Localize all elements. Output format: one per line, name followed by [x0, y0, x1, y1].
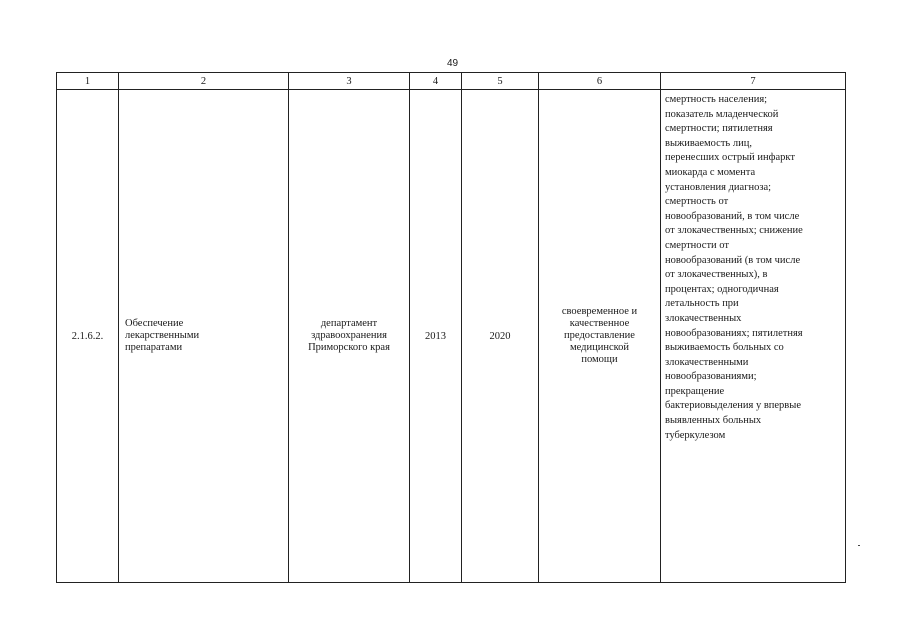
result-line: качественное	[569, 318, 630, 329]
indicator-line: злокачественных	[665, 312, 742, 324]
indicator-line: смертности; пятилетняя	[665, 123, 773, 135]
indicator-line: установления диагноза;	[665, 181, 772, 193]
indicator-line: выживаемость лиц,	[665, 137, 752, 149]
name-line: препаратами	[125, 342, 183, 353]
row-name	[119, 90, 289, 583]
indicator-line: бактериовыделения у впервые	[665, 400, 801, 412]
header-col-6: 6	[539, 73, 661, 90]
result-line: своевременное и	[561, 306, 638, 317]
executor-line: департамент	[320, 318, 378, 329]
header-col-3: 3	[289, 73, 410, 90]
indicator-line: новообразований (в том числе	[665, 254, 801, 266]
row-indicators	[661, 90, 846, 583]
name-line: Обеспечение	[125, 318, 184, 329]
indicator-line: смертности от	[665, 239, 729, 251]
header-col-2: 2	[119, 73, 289, 90]
indicator-line: туберкулезом	[665, 429, 726, 441]
indicator-line: выживаемость больных со	[665, 342, 784, 354]
indicator-line: новообразованиях; пятилетняя	[665, 327, 803, 339]
executor-line: здравоохранения	[311, 330, 387, 341]
header-col-1: 1	[57, 73, 119, 90]
result-line: медицинской	[569, 342, 630, 353]
indicator-line: от злокачественных), в	[665, 269, 768, 281]
row-code: 2.1.6.2.	[57, 90, 119, 583]
indicator-line: летальность при	[665, 298, 739, 310]
result-line: помощи	[581, 354, 618, 365]
name-line: лекарственными	[125, 330, 200, 341]
indicator-line: новообразований, в том числе	[665, 210, 800, 222]
executor-line: Приморского края	[308, 342, 390, 353]
scan-speck	[858, 545, 860, 546]
row-start-year: 2013	[410, 90, 462, 583]
indicator-line: выявленных больных	[665, 415, 762, 427]
row-executor	[289, 90, 410, 583]
row-result	[539, 90, 661, 583]
indicator-line: смертность от	[665, 196, 729, 208]
header-col-7: 7	[661, 73, 846, 90]
indicator-line: смертность населения;	[665, 94, 768, 105]
indicator-line: злокачественными	[665, 356, 749, 368]
header-col-4: 4	[410, 73, 462, 90]
header-col-5: 5	[462, 73, 539, 90]
indicator-line: перенесших острый инфаркт	[665, 152, 795, 164]
row-end-year: 2020	[462, 90, 539, 583]
indicator-line: новообразованиями;	[665, 371, 757, 383]
indicator-line: показатель младенческой	[665, 108, 779, 120]
result-line: предоставление	[564, 330, 635, 341]
indicator-line: от злокачественных; снижение	[665, 225, 803, 237]
indicator-line: миокарда с момента	[665, 166, 756, 178]
indicator-line: прекращение	[665, 385, 725, 397]
header-row	[57, 73, 846, 90]
page-number: 49	[446, 58, 459, 69]
program-table	[56, 72, 846, 583]
table-row	[57, 90, 846, 583]
indicator-line: процентах; одногодичная	[665, 283, 779, 295]
